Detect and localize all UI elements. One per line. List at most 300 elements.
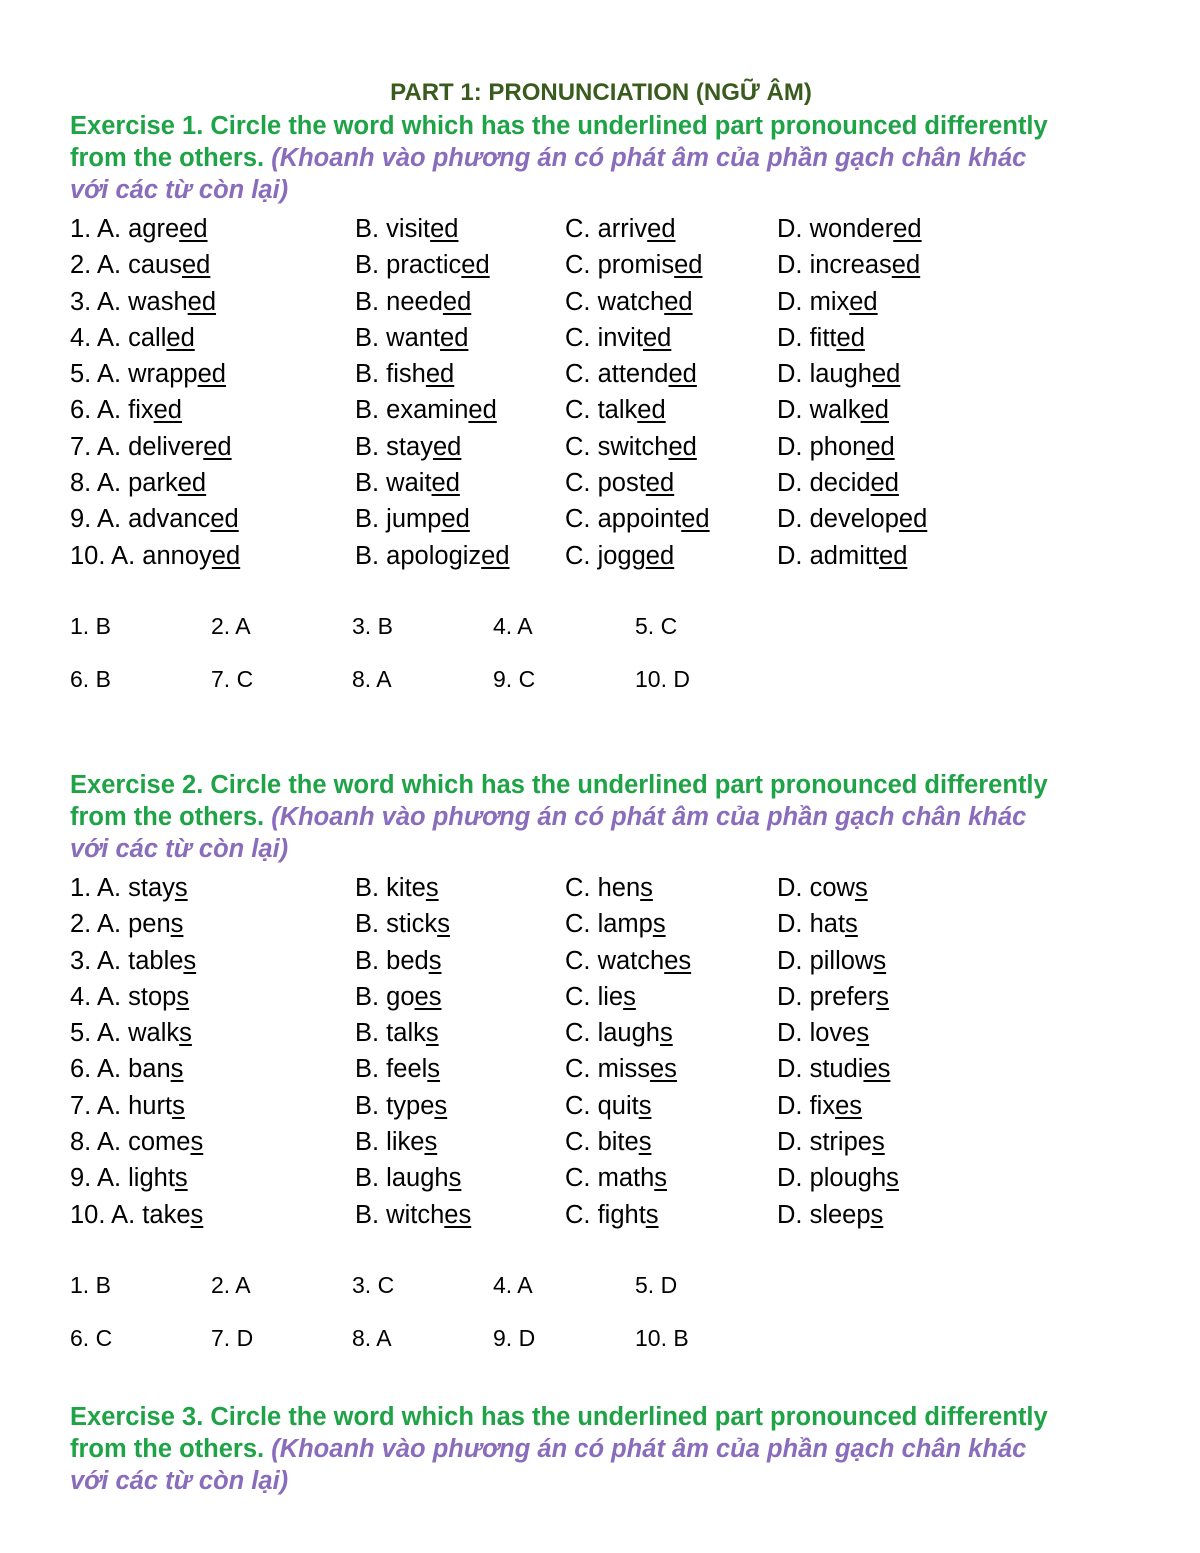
underlined-part: ed	[430, 215, 459, 243]
option-a[interactable]	[70, 870, 188, 906]
option-d[interactable]	[777, 870, 868, 906]
question-row	[70, 1088, 1132, 1124]
question-row	[70, 465, 1132, 501]
option-word: D. phon	[777, 432, 867, 461]
answer-item: 2. A	[211, 1271, 251, 1298]
question-row	[70, 320, 1132, 356]
underlined-part: ed	[179, 215, 208, 243]
exercise-heading	[70, 769, 1132, 865]
option-a[interactable]	[70, 1088, 185, 1124]
answer-item: 2. A	[211, 612, 251, 639]
underlined-part: ed	[461, 251, 490, 280]
underlined-part: s	[654, 1164, 668, 1193]
underlined-part: ed	[203, 432, 232, 461]
option-d[interactable]	[777, 429, 895, 465]
option-c[interactable]	[565, 1197, 659, 1233]
option-d[interactable]	[777, 320, 865, 356]
question-row	[70, 943, 1132, 979]
question-list	[70, 211, 1132, 574]
underlined-part: ed	[645, 469, 675, 498]
option-word: B. witch	[355, 1200, 445, 1229]
option-word: B. kite	[355, 873, 426, 902]
underlined-part: ed	[431, 469, 460, 498]
option-b[interactable]	[355, 1051, 440, 1087]
underlined-part: s	[448, 1164, 462, 1193]
underlined-part: ed	[668, 432, 697, 461]
option-c[interactable]	[565, 906, 666, 942]
question-row	[70, 1197, 1132, 1233]
question-row	[70, 247, 1132, 283]
option-c[interactable]	[565, 392, 666, 428]
option-word: B. apologiz	[355, 541, 482, 570]
answer-item: 5. C	[635, 612, 678, 639]
exercise-instruction-en: Exercise 3. Circle the word which has the underlined part pronounced differently	[70, 1402, 1048, 1431]
answer-item: 9. C	[493, 665, 536, 692]
underlined-part: s	[170, 910, 184, 939]
option-word: C. appoint	[565, 505, 682, 534]
underlined-part: ed	[442, 287, 472, 316]
underlined-part: ed	[468, 396, 497, 425]
question-row	[70, 979, 1132, 1015]
underlined-part: s	[659, 1019, 673, 1048]
option-c[interactable]	[565, 1124, 651, 1160]
option-word: 9. A. advanc	[70, 505, 211, 534]
option-a[interactable]	[70, 906, 183, 942]
exercise-heading	[70, 1401, 1132, 1497]
option-b[interactable]	[355, 320, 468, 356]
underlined-part: ed	[836, 323, 865, 352]
option-word: 5. A. walk	[70, 1019, 180, 1048]
underlined-part: ed	[870, 469, 899, 498]
option-c[interactable]	[565, 465, 674, 501]
answer-item: 8. A	[352, 1324, 392, 1351]
exercise-instruction-vi: (Khoanh vào phương án có phát âm của phần gạch chân khác	[271, 144, 1027, 172]
option-c[interactable]	[565, 1088, 651, 1124]
option-b[interactable]	[355, 211, 458, 247]
underlined-part: s	[623, 982, 636, 1011]
option-c[interactable]	[565, 538, 674, 574]
answer-item: 10. B	[635, 1324, 689, 1351]
option-a[interactable]	[70, 538, 240, 574]
option-d[interactable]	[777, 211, 922, 247]
option-word: B. stick	[355, 910, 438, 939]
option-d[interactable]	[777, 284, 878, 320]
option-d[interactable]	[777, 979, 889, 1015]
option-word: C. promis	[565, 251, 675, 280]
underlined-part: ed	[664, 287, 693, 316]
option-a[interactable]	[70, 501, 239, 537]
option-d[interactable]	[777, 1088, 862, 1124]
question-row	[70, 392, 1132, 428]
exercise-list	[70, 110, 1132, 1497]
option-word: 10. A. annoy	[70, 541, 212, 570]
option-d[interactable]	[777, 501, 927, 537]
underlined-part: s	[179, 1019, 192, 1048]
underlined-part: ed	[211, 541, 241, 570]
underlined-part: s	[638, 1128, 652, 1157]
option-d[interactable]	[777, 906, 858, 942]
underlined-part: s	[640, 873, 653, 902]
exercise-heading	[70, 110, 1132, 206]
option-b[interactable]	[355, 538, 510, 574]
option-d[interactable]	[777, 356, 900, 392]
exercise-instruction-en-cont: from the others.	[70, 802, 265, 831]
answer-item: 4. A	[493, 612, 533, 639]
option-word: C. bite	[565, 1128, 639, 1157]
question-row	[70, 284, 1132, 320]
answer-item: 10. D	[635, 665, 690, 692]
question-row	[70, 538, 1132, 574]
underlined-part: es	[444, 1200, 472, 1229]
underlined-part: ed	[849, 287, 878, 316]
option-word: 3. A. table	[70, 946, 184, 975]
underlined-part: s	[174, 1164, 188, 1193]
option-c[interactable]	[565, 501, 710, 537]
option-word: 7. A. hurt	[70, 1091, 173, 1120]
option-word: B. jump	[355, 505, 442, 534]
answer-item: 7. D	[211, 1324, 254, 1351]
option-word: D. studi	[777, 1055, 864, 1084]
underlined-part: s	[434, 1091, 448, 1120]
underlined-part: ed	[441, 505, 470, 534]
option-word: 6. A. ban	[70, 1055, 171, 1084]
option-word: B. visit	[355, 215, 431, 243]
underlined-part: s	[174, 873, 188, 902]
underlined-part: s	[873, 946, 887, 975]
option-d[interactable]	[777, 1197, 883, 1233]
option-word: 1. A. agre	[70, 215, 180, 243]
option-word: 4. A. call	[70, 323, 167, 352]
underlined-part: s	[425, 1019, 439, 1048]
option-b[interactable]	[355, 1197, 471, 1233]
option-b[interactable]	[355, 979, 441, 1015]
underlined-part: s	[845, 910, 858, 939]
exercise-instruction-en-cont: from the others.	[70, 144, 265, 172]
underlined-part: s	[856, 1019, 870, 1048]
option-c[interactable]	[565, 284, 693, 320]
option-b[interactable]	[355, 284, 471, 320]
answer-item: 3. C	[352, 1271, 395, 1298]
option-word: D. plough	[777, 1164, 887, 1193]
option-word: B. feel	[355, 1055, 428, 1084]
option-word: C. fight	[565, 1200, 646, 1229]
option-word: C. hen	[565, 873, 641, 902]
underlined-part: s	[437, 910, 450, 939]
exercise-instruction-vi: (Khoanh vào phương án có phát âm của phần gạch chân khác	[271, 1434, 1027, 1463]
option-a[interactable]	[70, 211, 208, 247]
option-word: D. increas	[777, 251, 892, 280]
option-a[interactable]	[70, 979, 189, 1015]
option-d[interactable]	[777, 1124, 885, 1160]
option-b[interactable]	[355, 465, 460, 501]
option-word: D. fitt	[777, 323, 837, 352]
answer-row	[70, 653, 1132, 706]
underlined-part: s	[425, 873, 439, 902]
part-title: PART 1: PRONUNCIATION (NGỮ ÂM)	[390, 79, 812, 106]
question-row	[70, 906, 1132, 942]
underlined-part: ed	[425, 360, 455, 389]
underlined-part: ed	[674, 251, 703, 280]
option-word: D. fix	[777, 1091, 836, 1120]
option-d[interactable]	[777, 465, 899, 501]
option-b[interactable]	[355, 1088, 447, 1124]
underlined-part: ed	[898, 505, 928, 534]
exercise-instruction-vi-cont: với các từ còn lại)	[70, 176, 289, 204]
option-word: D. pillow	[777, 946, 874, 975]
underlined-part: s	[176, 982, 190, 1011]
option-word: C. laugh	[565, 1019, 660, 1048]
answer-item: 3. B	[352, 612, 393, 639]
option-word: C. watch	[565, 946, 665, 975]
option-word: D. laugh	[777, 360, 872, 389]
option-word: D. hat	[777, 910, 846, 939]
option-a[interactable]	[70, 356, 226, 392]
underlined-part: ed	[197, 360, 226, 389]
option-b[interactable]	[355, 247, 490, 283]
option-b[interactable]	[355, 429, 461, 465]
underlined-part: s	[427, 1055, 441, 1084]
option-d[interactable]	[777, 538, 907, 574]
option-word: D. wonder	[777, 215, 894, 243]
underlined-part: es	[650, 1055, 677, 1084]
underlined-part: s	[172, 1091, 185, 1120]
exercise-instruction-en: Exercise 2. Circle the word which has the underlined part pronounced differently	[70, 770, 1048, 799]
option-c[interactable]	[565, 211, 676, 247]
option-word: 7. A. deliver	[70, 432, 204, 461]
option-word: B. examin	[355, 396, 469, 425]
option-word: C. lie	[565, 982, 624, 1011]
question-list	[70, 870, 1132, 1233]
option-word: D. admitt	[777, 541, 880, 570]
underlined-part: ed	[645, 541, 675, 570]
option-a[interactable]	[70, 1015, 192, 1051]
option-b[interactable]	[355, 906, 450, 942]
option-c[interactable]	[565, 979, 636, 1015]
underlined-part: ed	[668, 360, 697, 389]
option-word: C. jogg	[565, 541, 646, 570]
option-word: 8. A. park	[70, 469, 178, 498]
option-word: 10. A. take	[70, 1200, 191, 1229]
underlined-part: ed	[210, 505, 239, 534]
option-a[interactable]	[70, 1160, 188, 1196]
option-d[interactable]	[777, 392, 889, 428]
option-c[interactable]	[565, 320, 671, 356]
underlined-part: s	[190, 1200, 204, 1229]
underlined-part: ed	[153, 396, 182, 425]
option-word: 3. A. wash	[70, 287, 188, 316]
exercise-instruction-vi-cont: với các từ còn lại)	[70, 1466, 289, 1495]
question-row	[70, 1124, 1132, 1160]
option-c[interactable]	[565, 1051, 677, 1087]
underlined-part: s	[870, 1200, 884, 1229]
underlined-part: s	[652, 910, 666, 939]
underlined-part: s	[638, 1091, 652, 1120]
underlined-part: s	[854, 873, 868, 902]
option-a[interactable]	[70, 1197, 203, 1233]
option-word: B. fish	[355, 360, 426, 389]
underlined-part: s	[190, 1128, 204, 1157]
option-a[interactable]	[70, 1124, 203, 1160]
underlined-part: s	[886, 1164, 899, 1193]
option-word: B. bed	[355, 946, 429, 975]
option-a[interactable]	[70, 392, 182, 428]
option-word: 2. A. caus	[70, 251, 182, 280]
option-b[interactable]	[355, 943, 441, 979]
option-word: D. mix	[777, 287, 850, 316]
option-word: D. cow	[777, 873, 855, 902]
question-row	[70, 1015, 1132, 1051]
option-word: D. walk	[777, 396, 861, 425]
underlined-part: ed	[182, 251, 211, 280]
option-b[interactable]	[355, 1124, 437, 1160]
underlined-part: ed	[177, 469, 207, 498]
answer-item: 9. D	[493, 1324, 536, 1351]
option-c[interactable]	[565, 870, 653, 906]
option-c[interactable]	[565, 1160, 667, 1196]
question-row	[70, 870, 1132, 906]
option-a[interactable]	[70, 320, 195, 356]
question-row	[70, 501, 1132, 537]
option-word: C. watch	[565, 287, 665, 316]
underlined-part: ed	[879, 541, 908, 570]
option-a[interactable]	[70, 429, 232, 465]
answer-row	[70, 600, 1132, 653]
option-word: C. talk	[565, 396, 638, 425]
underlined-part: ed	[440, 323, 469, 352]
underlined-part: s	[428, 946, 442, 975]
answer-item: 6. B	[70, 665, 111, 692]
option-word: B. laugh	[355, 1164, 449, 1193]
underlined-part: ed	[432, 432, 462, 461]
option-b[interactable]	[355, 392, 497, 428]
option-word: C. post	[565, 469, 646, 498]
answer-item: 1. B	[70, 1271, 111, 1298]
underlined-part: ed	[893, 215, 922, 243]
option-b[interactable]	[355, 356, 454, 392]
answer-item: 5. D	[635, 1271, 678, 1298]
underlined-part: es	[835, 1091, 863, 1120]
option-word: B. want	[355, 323, 441, 352]
underlined-part: ed	[871, 360, 901, 389]
option-word: B. wait	[355, 469, 432, 498]
option-word: 4. A. stop	[70, 982, 177, 1011]
answer-row	[70, 1312, 1132, 1365]
option-b[interactable]	[355, 1160, 461, 1196]
exercise-instruction-vi: (Khoanh vào phương án có phát âm của phần gạch chân khác	[271, 802, 1027, 831]
underlined-part: ed	[166, 323, 195, 352]
option-word: D. love	[777, 1019, 857, 1048]
option-c[interactable]	[565, 943, 691, 979]
underlined-part: ed	[681, 505, 710, 534]
option-d[interactable]	[777, 1160, 899, 1196]
worksheet-page	[70, 76, 1132, 1497]
option-a[interactable]	[70, 943, 196, 979]
option-b[interactable]	[355, 1015, 439, 1051]
underlined-part: es	[664, 946, 692, 975]
answer-item: 6. C	[70, 1324, 113, 1351]
underlined-part: ed	[637, 396, 666, 425]
option-word: C. math	[565, 1164, 655, 1193]
option-word: C. arriv	[565, 215, 648, 243]
option-word: B. practic	[355, 251, 462, 280]
option-word: 1. A. stay	[70, 873, 175, 902]
option-word: 8. A. come	[70, 1128, 191, 1157]
option-word: 6. A. fix	[70, 396, 154, 425]
question-row	[70, 211, 1132, 247]
underlined-part: ed	[647, 215, 676, 243]
underlined-part: ed	[642, 323, 672, 352]
exercise-2	[70, 769, 1132, 1401]
underlined-part: ed	[891, 251, 921, 280]
exercise-instruction-vi-cont: với các từ còn lại)	[70, 834, 289, 863]
underlined-part: ed	[481, 541, 510, 570]
option-d[interactable]	[777, 1051, 890, 1087]
option-word: 9. A. light	[70, 1164, 175, 1193]
option-a[interactable]	[70, 1051, 183, 1087]
answer-row	[70, 1259, 1132, 1312]
exercise-1	[70, 110, 1132, 769]
exercise-instruction-en-cont: from the others.	[70, 1434, 265, 1463]
underlined-part: es	[863, 1055, 891, 1084]
underlined-part: s	[871, 1128, 885, 1157]
option-word: C. miss	[565, 1055, 650, 1084]
option-word: B. go	[355, 982, 415, 1011]
option-word: D. prefer	[777, 982, 877, 1011]
option-word: B. stay	[355, 432, 433, 461]
option-word: B. need	[355, 287, 443, 316]
option-c[interactable]	[565, 429, 697, 465]
option-word: D. stripe	[777, 1128, 872, 1157]
option-word: 2. A. pen	[70, 910, 171, 939]
option-word: C. lamp	[565, 910, 653, 939]
option-b[interactable]	[355, 870, 439, 906]
option-word: B. type	[355, 1091, 435, 1120]
underlined-part: es	[414, 982, 442, 1011]
option-b[interactable]	[355, 501, 470, 537]
answer-key	[70, 1259, 1132, 1365]
option-a[interactable]	[70, 465, 206, 501]
option-word: C. switch	[565, 432, 669, 461]
answer-item: 7. C	[211, 665, 254, 692]
option-word: C. quit	[565, 1091, 639, 1120]
option-word: B. talk	[355, 1019, 426, 1048]
answer-item: 4. A	[493, 1271, 533, 1298]
underlined-part: s	[170, 1055, 184, 1084]
option-c[interactable]	[565, 247, 702, 283]
question-row	[70, 1160, 1132, 1196]
underlined-part: ed	[866, 432, 895, 461]
option-c[interactable]	[565, 356, 697, 392]
option-d[interactable]	[777, 1015, 869, 1051]
question-row	[70, 356, 1132, 392]
option-a[interactable]	[70, 284, 216, 320]
underlined-part: s	[645, 1200, 659, 1229]
exercise-3	[70, 1401, 1132, 1497]
question-row	[70, 1051, 1132, 1087]
underlined-part: s	[876, 982, 889, 1011]
option-word: 5. A. wrapp	[70, 360, 198, 389]
option-d[interactable]	[777, 943, 886, 979]
underlined-part: s	[183, 946, 197, 975]
underlined-part: ed	[187, 287, 217, 316]
underlined-part: s	[424, 1128, 438, 1157]
answer-item: 8. A	[352, 665, 392, 692]
option-a[interactable]	[70, 247, 210, 283]
option-word: D. develop	[777, 505, 899, 534]
option-word: D. decid	[777, 469, 871, 498]
option-d[interactable]	[777, 247, 920, 283]
option-c[interactable]	[565, 1015, 673, 1051]
